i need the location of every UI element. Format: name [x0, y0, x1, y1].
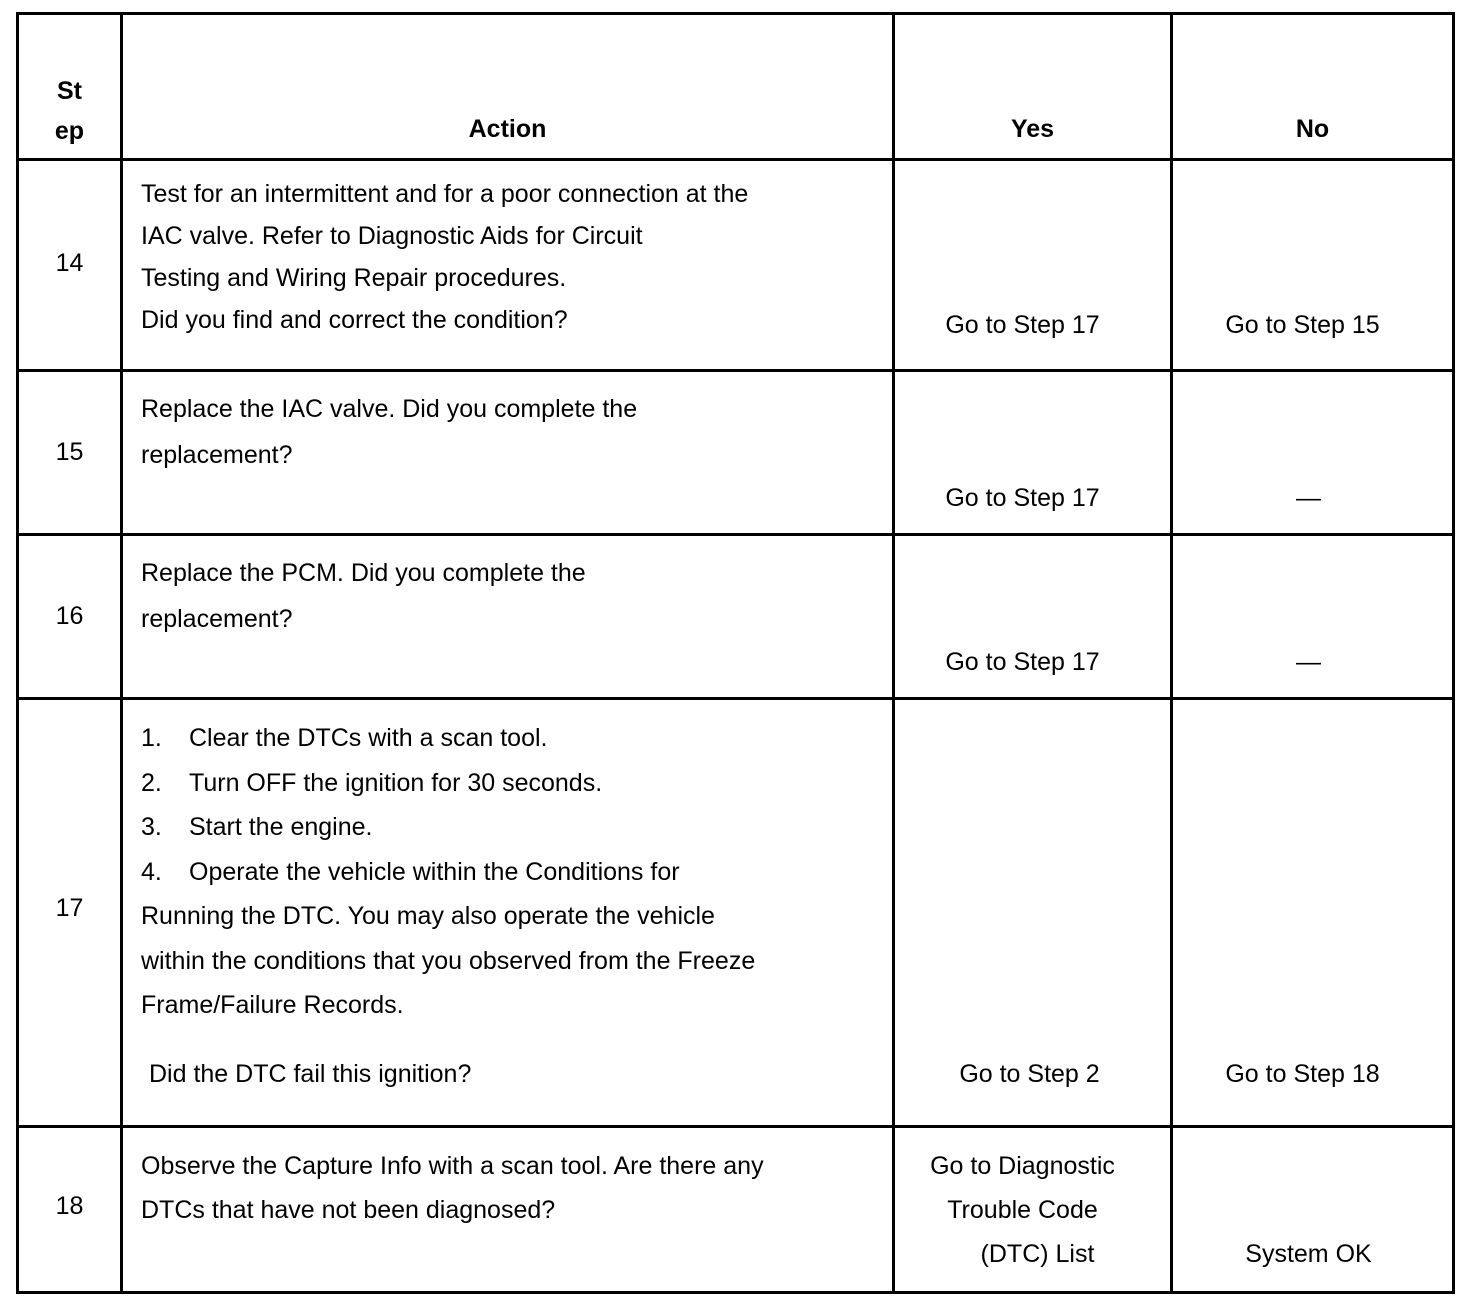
header-step-line2: ep [54, 117, 85, 145]
header-yes [894, 14, 1172, 160]
list-text: Turn OFF the ignition for 30 seconds. [189, 768, 603, 797]
list-text: Clear the DTCs with a scan tool. [189, 724, 548, 752]
table-row [18, 535, 1454, 699]
yes-result: Go to Step 17 [945, 311, 1100, 339]
list-number: 2. [141, 768, 162, 797]
action-line: Running the DTC. You may also operate the vehicle [141, 902, 715, 930]
yes-result-line: Trouble Code [947, 1196, 1098, 1224]
header-action-label: Action [468, 115, 547, 143]
step-cell [18, 1127, 122, 1293]
list-number: 4. [141, 857, 162, 886]
no-cell [1172, 535, 1454, 699]
no-result: System OK [1245, 1240, 1372, 1268]
no-result: Go to Step 18 [1225, 1060, 1380, 1088]
action-cell [122, 1127, 894, 1293]
step-cell [18, 371, 122, 535]
step-cell [18, 699, 122, 1127]
list-item [141, 761, 882, 806]
step-number: 15 [55, 438, 84, 466]
no-cell [1172, 699, 1454, 1127]
action-line: Test for an intermittent and for a poor connection at the [141, 180, 749, 208]
action-line: Replace the PCM. Did you complete the [141, 559, 586, 587]
action-line: replacement? [141, 441, 293, 469]
yes-result-line: Go to Diagnostic [930, 1152, 1115, 1180]
step-number: 14 [55, 249, 84, 277]
header-no-label: No [1295, 115, 1330, 143]
no-cell [1172, 371, 1454, 535]
action-line: replacement? [141, 605, 293, 633]
step-number: 18 [55, 1192, 84, 1220]
list-text: Operate the vehicle within the Conditions for [189, 857, 680, 886]
step-cell [18, 160, 122, 371]
header-step-line1: St [57, 77, 82, 105]
no-cell [1172, 1127, 1454, 1293]
action-line: within the conditions that you observed from the Freeze [141, 946, 756, 975]
table-row [18, 1127, 1454, 1293]
step-cell [18, 535, 122, 699]
action-cell [122, 535, 894, 699]
no-result: — [1296, 648, 1321, 676]
step-number: 16 [55, 602, 84, 630]
action-line: IAC valve. Refer to Diagnostic Aids for Circuit [141, 222, 643, 250]
yes-result-line: (DTC) List [980, 1240, 1095, 1268]
yes-result: Go to Step 2 [959, 1060, 1100, 1088]
no-cell [1172, 160, 1454, 371]
table-header-row [18, 14, 1454, 160]
no-result: — [1296, 484, 1321, 512]
header-no [1172, 14, 1454, 160]
yes-cell [894, 535, 1172, 699]
header-yes-label: Yes [1010, 115, 1055, 143]
action-line: Observe the Capture Info with a scan tool. Are there any [141, 1152, 764, 1180]
header-step [18, 14, 122, 160]
header-action [122, 14, 894, 160]
action-cell [122, 371, 894, 535]
action-line: DTCs that have not been diagnosed? [141, 1196, 556, 1224]
list-text: Start the engine. [189, 813, 373, 841]
step-number: 17 [55, 894, 84, 922]
yes-cell [894, 371, 1172, 535]
yes-cell [894, 699, 1172, 1127]
action-question: Did the DTC fail this ignition? [149, 1060, 472, 1088]
no-result: Go to Step 15 [1225, 311, 1380, 339]
list-item [141, 716, 882, 761]
procedure-list [141, 716, 882, 894]
yes-cell [894, 1127, 1172, 1293]
action-line: Testing and Wiring Repair procedures. [141, 264, 567, 292]
table-row [18, 371, 1454, 535]
action-cell [122, 699, 894, 1127]
action-line: Did you find and correct the condition? [141, 306, 568, 334]
table-row [18, 699, 1454, 1127]
yes-result: Go to Step 17 [945, 484, 1100, 512]
table-row [18, 160, 1454, 371]
yes-result: Go to Step 17 [945, 648, 1100, 676]
action-line: Replace the IAC valve. Did you complete the [141, 395, 638, 423]
action-line: Frame/Failure Records. [141, 991, 404, 1019]
list-number: 3. [141, 813, 162, 841]
action-cell [122, 160, 894, 371]
list-item [141, 805, 882, 850]
yes-cell [894, 160, 1172, 371]
list-number: 1. [141, 724, 162, 752]
diagnostic-table [16, 12, 1455, 1294]
list-item [141, 850, 882, 895]
